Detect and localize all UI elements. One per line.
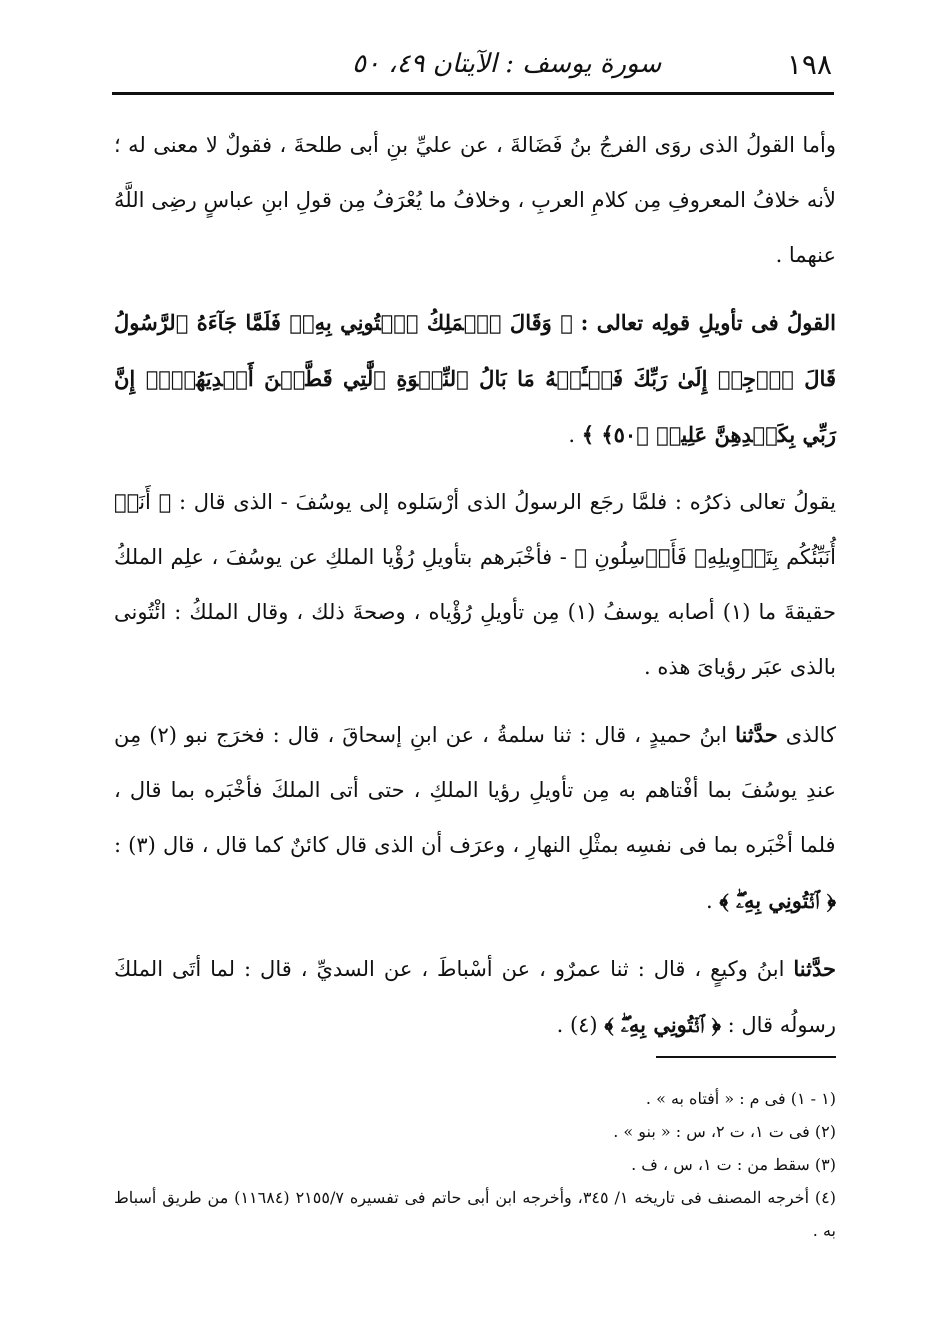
paragraph-hadith [114, 707, 836, 929]
paragraph-tail: (٤) . [556, 1013, 598, 1037]
paragraph-text: ابنُ حميدٍ ، قال : ثنا سلمةُ ، عن ابنِ إسحاقَ ، قال : فخرَج نبو (٢) مِن عندِ يوسُفَ بما أفْتاهم به مِن تأويلِ رؤيا الملكِ ، حتى أتى الملكَ فأخْبَره بما قال ، فلما أخْبَره بما فى نفسِه بمثْلِ النهارِ ، وعرَف أن الذى قال كائنٌ كما قال ، قال (٣) : [114, 723, 836, 857]
footnote: (١ - ١) فى م : « أفتاه به » . [645, 1089, 836, 1108]
paragraph-tail: . [568, 423, 576, 447]
paragraph [114, 475, 836, 695]
page-header [112, 36, 832, 92]
header-rule [112, 92, 834, 95]
footnotes [114, 1082, 836, 1247]
quran-verse: ﴿ ٱئۡتُونِي بِهِۦۖ ﴾ [604, 1012, 721, 1037]
page-number: ١٩٨ [786, 47, 832, 81]
section-heading: القولُ فى تأويلِ قولِه تعالى : [580, 310, 837, 335]
paragraph-prefix: كالذى [777, 723, 837, 747]
paragraph [114, 118, 836, 283]
isnad-lead: حدَّثنا [793, 956, 836, 981]
paragraph-tail: . [705, 889, 713, 913]
footnote: (٤) أخرجه المصنف فى تاريخه ١/ ٣٤٥، وأخرجه ابن أبى حاتم فى تفسيره ٢١٥٥/٧ (١١٦٨٤) من طريق أسباط به . [114, 1188, 837, 1240]
footnote: (٢) فى ت ١، ت ٢، س : « بنو » . [613, 1122, 836, 1141]
paragraph-text: يقولُ تعالى ذكرُه : فلمَّا رجَع الرسولُ الذى أرْسَلوه إلى يوسُفَ - الذى قال : ﴿ أَنَا۠ أُنَبِّئُكُم بِتَأۡوِيلِهِۦ فَأَرۡسِلُونِ ﴾ - فأخْبَرهم بتأويلِ رُؤْيا الملكِ عن يوسُفَ ، علِم الملكُ حقيقةَ ما (١) أصابه يوسفُ (١) مِن تأويلِ رُؤْياه ، وصحةَ ذلك ، وقال الملكُ : ائْتُونى بالذى عبَر رؤيایَ هذه . [114, 490, 836, 679]
footnote: (٣) سقط من : ت ١، س ، ف . [631, 1155, 836, 1174]
footnote-rule [656, 1056, 836, 1058]
running-title: سورة يوسف : الآيتان ٤٩، ٥٠ [352, 49, 662, 79]
paragraph-text: وأما القولُ الذى روَى الفرجُ بنُ فَضَالةَ ، عن عليِّ بنِ أبى طلحةَ ، فقولٌ لا معنى له ؛ لأنه خلافُ المعروفِ مِن كلامِ العربِ ، وخلافُ ما يُعْرَفُ مِن قولِ ابنِ عباسٍ رضِى اللَّهُ عنهما . [114, 133, 836, 267]
body-text [114, 118, 836, 1065]
quran-verse: ﴿ وَقَالَ ٱلۡمَلِكُ ٱئۡتُونِي بِهِۦۖ فَلَمَّا جَآءَهُ ٱلرَّسُولُ قَالَ ٱرۡجِعۡ إِلَىٰ رَبِّكَ فَسۡـَٔلۡهُ مَا بَالُ ٱلنِّسۡوَةِ ٱلَّٰتِي قَطَّعۡنَ أَيۡدِيَهُنَّۚ إِنَّ رَبِّي بِكَيۡدِهِنَّ عَلِيمٞ ﴿٥٠﴾ ﴾ [114, 310, 836, 447]
paragraph-text: ابنُ وكيعٍ ، قال : ثنا عمرٌو ، عن أسْباطَ ، عن السديِّ ، قال : لما أتَى الملكَ رسولُه قال : [114, 957, 836, 1037]
paragraph-hadith [114, 941, 836, 1053]
isnad-lead: حدَّثنا [735, 722, 778, 747]
paragraph-verse-heading [114, 295, 836, 463]
quran-verse: ﴿ ٱئۡتُونِي بِهِۦۖ ﴾ [719, 888, 836, 913]
